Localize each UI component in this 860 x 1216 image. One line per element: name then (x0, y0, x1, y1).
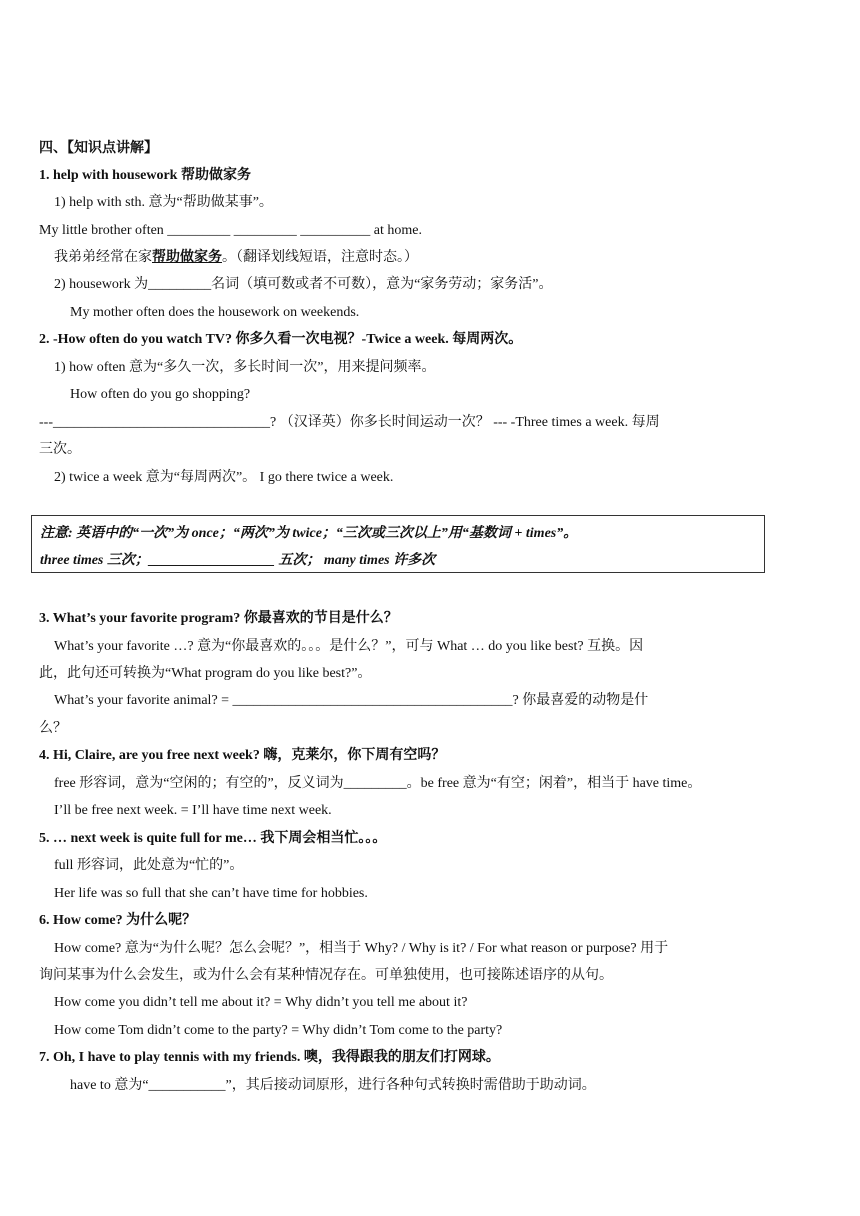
point-6-line3: How come you didn’t tell me about it? = Why didn’t you tell me about it? (54, 995, 468, 1010)
point-5-title: 5. … next week is quite full for me… 我下周会相当忙。。。 (39, 831, 387, 846)
point-1-exercise: My little brother often _________ _________ __________ at home. (39, 223, 423, 238)
point-2-example: How often do you go shopping? (70, 387, 251, 402)
point-1-title: 1. help with housework 帮助做家务 (39, 168, 251, 183)
point-3-line1: What’s your favorite …? 意为“你最喜欢的。。。是什么？”，可与 What … do you like best? 互换。因 (54, 639, 644, 654)
point-2-exercise-line1: ---_______________________________? （汉译英）你多长时间运动一次？ --- -Three times a week. 每周 (39, 415, 660, 430)
note-line-1: 注意: 英语中的“一次”为 once；“两次”为 twice；“三次或三次以上”用“基数词 + times”。 (40, 526, 578, 541)
point-3-title: 3. What’s your favorite program? 你最喜欢的节目是什么？ (39, 611, 398, 626)
point-6-line2: 询问某事为什么会发生，或为什么会有某种情况存在。可单独使用，也可接陈述语序的从句。 (39, 968, 613, 983)
point-3-line2: 此，此句还可转换为“What program do you like best?”。 (39, 666, 372, 681)
point-2-title: 2. -How often do you watch TV? 你多久看一次电视？-Twice a week. 每周两次。 (39, 332, 523, 347)
point-7-line1: have to 意为“___________”，其后接动词原形，进行各种句式转换时需借助于助动词。 (70, 1078, 596, 1093)
point-1-sub2: 2) housework 为_________名词（填可数或者不可数），意为“家务劳动；家务活”。 (54, 277, 553, 292)
translation-post: 。（翻译划线短语，注意时态。） (222, 250, 418, 265)
point-3-line3: What’s your favorite animal? = ________________________________________? 你最喜爱的动物是什 (54, 693, 649, 708)
point-5-line1: full 形容词，此处意为“忙的”。 (54, 858, 244, 873)
point-3-line4: 么？ (39, 721, 67, 736)
point-1-sub1: 1) help with sth. 意为“帮助做某事”。 (54, 195, 273, 210)
translation-pre: 我弟弟经常在家 (54, 250, 152, 265)
point-1-example: My mother often does the housework on weekends. (70, 305, 360, 320)
note-line-2: three times 三次；__________________ 五次； many times 许多次 (40, 553, 436, 568)
point-6-line1: How come? 意为“为什么呢？怎么会呢？”，相当于 Why? / Why is it? / For what reason or purpose? 用于 (54, 941, 669, 956)
point-2-exercise-line2: 三次。 (39, 442, 81, 457)
point-5-line2: Her life was so full that she can’t have time for hobbies. (54, 886, 368, 901)
point-4-line1: free 形容词，意为“空闲的；有空的”，反义词为_________。be free 意为“有空；闲着”，相当于 have time。 (54, 776, 702, 791)
point-4-title: 4. Hi, Claire, are you free next week? 嗨，克莱尔，你下周有空吗？ (39, 748, 446, 763)
point-7-title: 7. Oh, I have to play tennis with my friends. 噢，我得跟我的朋友们打网球。 (39, 1050, 500, 1065)
point-6-line4: How come Tom didn’t come to the party? = Why didn’t Tom come to the party? (54, 1023, 503, 1038)
note-box (31, 515, 765, 573)
point-4-line2: I’ll be free next week. = I’ll have time next week. (54, 803, 332, 818)
point-2-sub1: 1) how often 意为“多久一次，多长时间一次”，用来提问频率。 (54, 360, 436, 375)
point-2-sub2: 2) twice a week 意为“每周两次”。 I go there twice a week. (54, 470, 394, 485)
translation-underlined: 帮助做家务 (152, 250, 222, 265)
point-1-translation (54, 249, 418, 267)
point-6-title: 6. How come? 为什么呢？ (39, 913, 197, 928)
section-heading: 四、【知识点讲解】 (39, 141, 158, 156)
